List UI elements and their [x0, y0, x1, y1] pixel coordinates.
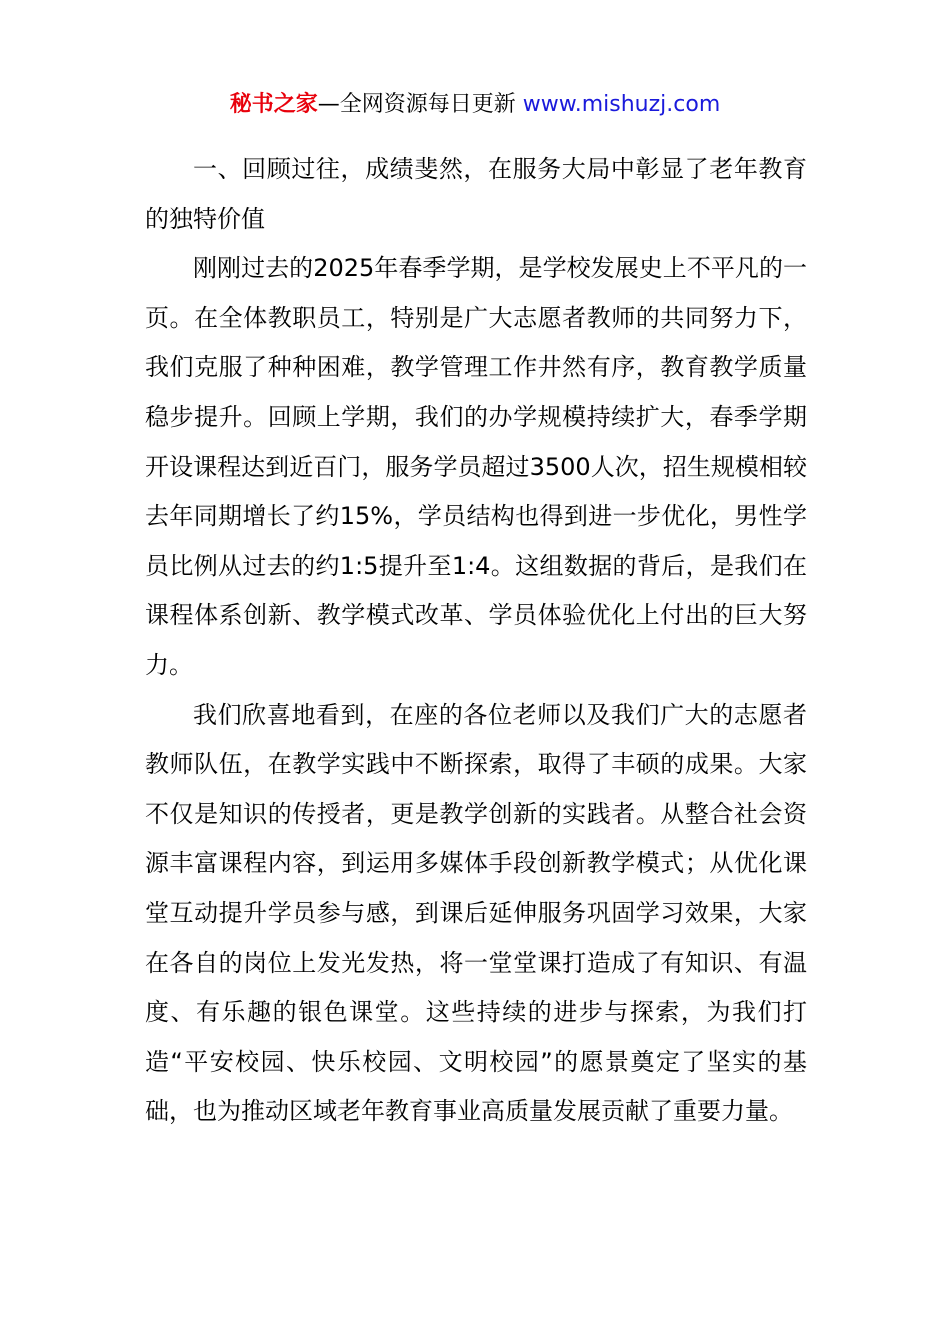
section-heading: 一、回顾过往，成绩斐然，在服务大局中彰显了老年教育的独特价值	[145, 155, 807, 233]
document-body	[145, 145, 807, 1137]
site-url-link[interactable]: www.mishuzj.com	[522, 92, 721, 117]
brand-name: 秘书之家	[229, 92, 318, 117]
paragraph-teacher-achievements: 我们欣喜地看到，在座的各位老师以及我们广大的志愿者教师队伍，在教学实践中不断探索，取得了丰硕的成果。大家不仅是知识的传授者，更是教学创新的实践者。从整合社会资源丰富课程内容，到运用多媒体手段创新教学模式；从优化课堂互动提升学员参与感，到课后延伸服务巩固学习效果，大家在各自的岗位上发光发热，将一堂堂课打造成了有知识、有温度、有乐趣的银色课堂。这些持续的进步与探索，为我们打造“平安校园、快乐校园、文明校园”的愿景奠定了坚实的基础，也为推动区域老年教育事业高质量发展贡献了重要力量。	[145, 700, 807, 1126]
site-header	[0, 88, 950, 122]
paragraph-review-semester: 刚刚过去的2025年春季学期，是学校发展史上不平凡的一页。在全体教职员工，特别是广大志愿者教师的共同努力下，我们克服了种种困难，教学管理工作井然有序，教育教学质量稳步提升。回顾上学期，我们的办学规模持续扩大，春季学期开设课程达到近百门，服务学员超过3500人次，招生规模相较去年同期增长了约15%，学员结构也得到进一步优化，男性学员比例从过去的约1:5提升至1:4。这组数据的背后，是我们在课程体系创新、教学模式改革、学员体验优化上付出的巨大努力。	[145, 254, 807, 679]
header-tagline: —全网资源每日更新	[317, 92, 523, 117]
